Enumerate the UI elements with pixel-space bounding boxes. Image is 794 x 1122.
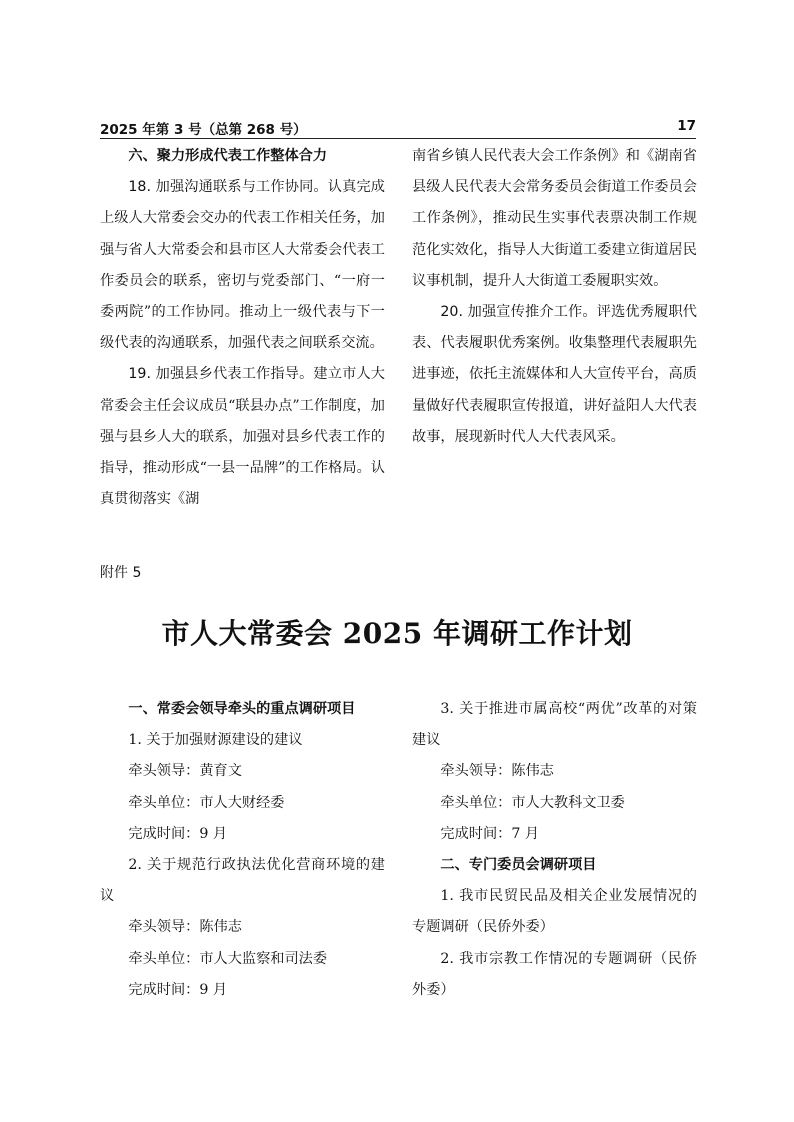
section-heading: 二、专门委员会调研项目 [440,857,597,874]
item-lead: 18. 加强沟通联系与工作协同。 [128,179,328,196]
item-text: 评选优秀履职代表、代表履职优秀案例。收集整理代表履职先进事迹，依托主流媒体和人大宣传平台，高质量做好代表履职宣传报道，讲好益阳人大代表故事，展现新时代人大代表风采。 [412,304,697,445]
item-text: 建立市人大常委会主任会议成员“联县办点”工作制度，加强与县乡人大的联系，加强对县乡代表工作的指导，推动形成“一县一品牌”的工作格局。认真贯彻落实《湖 [100,366,385,508]
paragraph [412,297,697,453]
plan-title: 市人大常委会 2025 年调研工作计划 [161,617,633,650]
item-text: 认真完成上级人大常委会交办的代表工作相关任务，加强与省人大常委会和县市区人大常委会代表工作委员会的联系，密切与党委部门、“一府一委两院”的工作协同。推动上一级代表与下一级代表的沟通联系，加强代表之间联系交流。 [100,179,385,352]
project-leader: 牵头领导：陈伟志 [128,919,242,936]
project-unit: 牵头单位：市人大财经委 [128,794,285,811]
project-title: 2. 关于规范行政执法优化营商环境的建议 [100,857,385,905]
project-title: 1. 关于加强财源建设的建议 [128,732,303,749]
project-time: 完成时间：9 月 [128,825,228,842]
page-header [100,118,696,139]
project-unit: 牵头单位：市人大监察和司法委 [128,950,328,967]
column-bottom-left [100,694,385,1006]
item-lead: 20. 加强宣传推介工作。 [440,304,597,321]
page-number: 17 [677,118,696,134]
column-bottom-right [412,694,697,1006]
section-heading: 六、聚力形成代表工作整体合力 [128,148,328,164]
section-heading: 一、常委会领导牵头的重点调研项目 [128,701,356,717]
paragraph-continuation: 南省乡镇人民代表大会工作条例》和《湖南省县级人民代表大会常务委员会街道工作委员会工作条例》，推动民生实事代表票决制工作规范化实效化，指导人大街道工委建立街道居民议事机制，提升人大街道工委履职实效。 [412,148,697,289]
paragraph [100,359,385,515]
attachment-label: 附件 5 [100,565,142,581]
paragraph [100,172,385,359]
column-top-left [100,141,385,515]
project-time: 完成时间：9 月 [128,981,228,998]
column-top-right [412,141,697,453]
issue-label: 2025 年第 3 号（总第 268 号） [100,122,307,138]
project-unit: 牵头单位：市人大教科文卫委 [440,794,625,811]
committee-item: 2. 我市宗教工作情况的专题调研（民侨外委） [412,950,697,998]
project-title: 3. 关于推进市属高校“两优”改革的对策建议 [412,701,697,749]
project-leader: 牵头领导：黄育文 [128,763,242,780]
committee-item: 1. 我市民贸民品及相关企业发展情况的专题调研（民侨外委） [412,888,697,936]
project-leader: 牵头领导：陈伟志 [440,763,554,780]
item-lead: 19. 加强县乡代表工作指导。 [128,366,314,383]
project-time: 完成时间：7 月 [440,825,540,842]
